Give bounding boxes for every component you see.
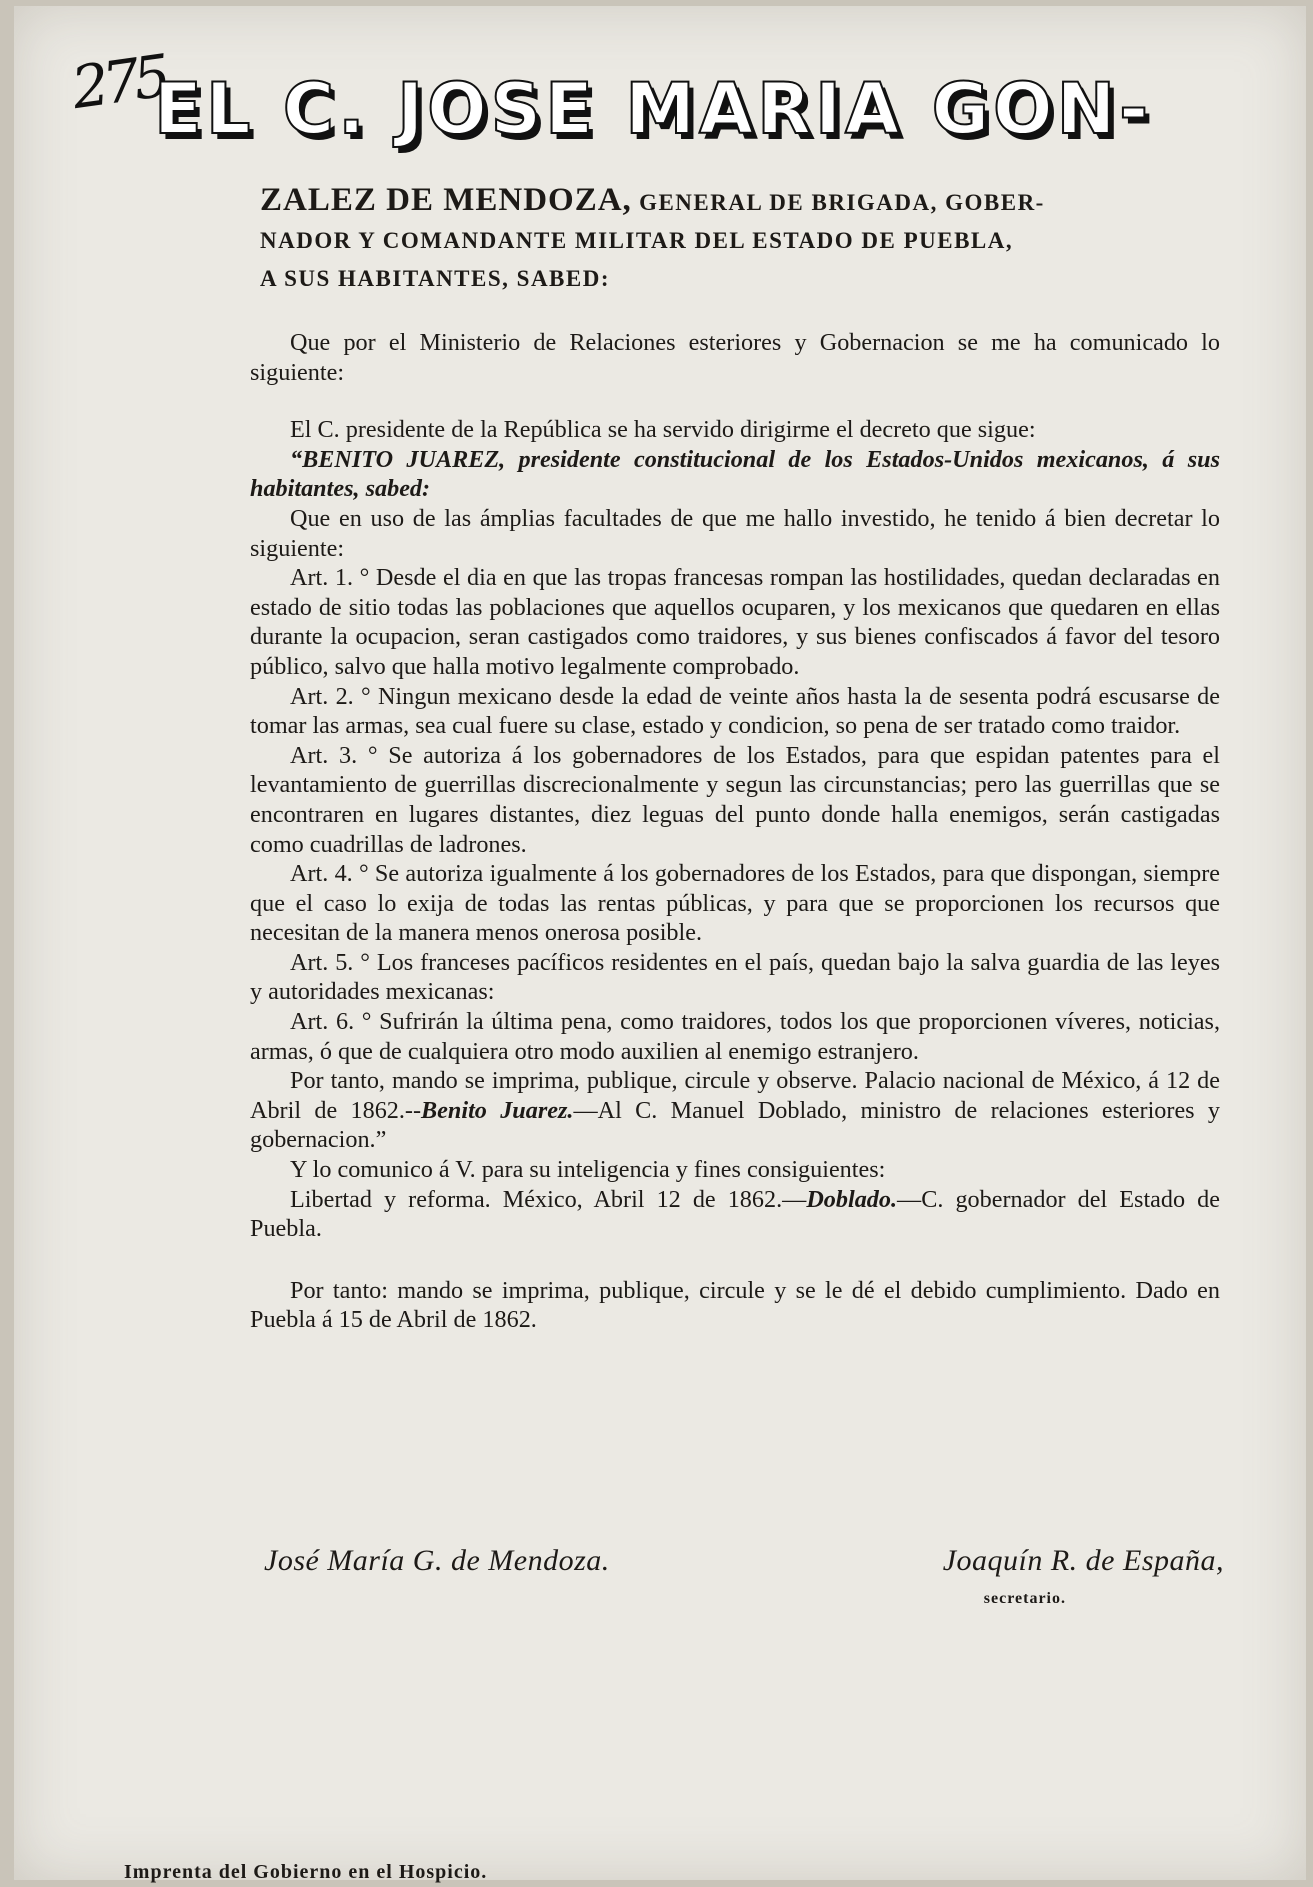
secretary-title: secretario.: [983, 1590, 1066, 1607]
headline: EL C. JOSE MARIA GON-: [154, 68, 1153, 150]
subhead-name: ZALEZ DE MENDOZA,: [260, 182, 632, 218]
doblado-signature: Doblado.: [806, 1185, 898, 1213]
handwritten-mark: 275: [67, 41, 169, 123]
governor-address: —C. gobernador del Estado de Puebla.: [250, 1185, 1220, 1243]
paragraph-decree: Que en uso de las ámplias facultades de que me hallo investido, he tenido á bien decretar lo siguiente:: [250, 504, 1220, 562]
article-4: Art. 4. ° Se autoriza igualmente á los gobernadores de los Estados, para que dispongan, siempre que el caso lo exija de todas las rentas públicas, y para que se proporcionen los recursos que necesitan de la manera menos onerosa posible.: [250, 860, 1220, 947]
paragraph-intro: Que por el Ministerio de Relaciones esteriores y Gobernacion se me ha comunicado lo siguiente:: [250, 329, 1220, 386]
signature-governor: José María G. de Mendoza.: [264, 1544, 610, 1577]
article-6: Art. 6. ° Sufrirán la última pena, como traidores, todos los que proporcionen víveres, noticias, armas, ó que de cualquiera otro modo auxilien al enemigo estranjero.: [250, 1008, 1220, 1065]
paragraph-palacio: [250, 1066, 1220, 1155]
paragraph-juarez: “BENITO JUAREZ, presidente constitucional de los Estados-Unidos mexicanos, á sus habitantes, sabed:: [250, 445, 1220, 503]
signature-secretary: Joaquín R. de España,: [942, 1544, 1224, 1577]
subhead-address: A SUS HABITANTES, SABED:: [260, 266, 611, 291]
subhead-office: NADOR Y COMANDANTE MILITAR DEL ESTADO DE PUEBLA,: [260, 228, 1014, 253]
palacio-text: Por tanto, mando se imprima, publique, circule y observe. Palacio nacional de México, á 12 de Abril de 1862.--: [250, 1067, 1220, 1124]
article-5: Art. 5. ° Los franceses pacíficos residentes en el país, quedan bajo la salva guardia de las leyes y autoridades mexicanas:: [250, 948, 1220, 1006]
subhead: [260, 181, 1240, 298]
article-3: Art. 3. ° Se autoriza á los gobernadores de los Estados, para que espidan patentes para el levantamiento de guerrillas discrecionalmente y segun las circunstancias; pero las guerrillas que se encontraren en lugares distantes, diez leguas del punto donde halla enemigos, serán castigadas como cuadrillas de ladrones.: [250, 741, 1220, 858]
decree-sheet: [14, 6, 1306, 1883]
paragraph-libertad: [250, 1185, 1220, 1244]
article-1: Art. 1. ° Desde el dia en que las tropas francesas rompan las hostilidades, quedan declaradas en estado de sitio todas las poblaciones que aquellos ocuparen, y los mexicanos que quedaren en ellas durante la ocupacion, seran castigados como traidores, y sus bienes confiscados á favor del tesoro público, salvo que halla motivo legalmente comprobado.: [250, 564, 1220, 680]
paragraph-president: El C. presidente de la República se ha servido dirigirme el decreto que sigue:: [290, 416, 1036, 444]
subhead-rank: GENERAL DE BRIGADA, GOBER-: [639, 190, 1045, 215]
paragraph-comunico: Y lo comunico á V. para su inteligencia y fines consiguientes:: [290, 1156, 886, 1184]
article-2: Art. 2. ° Ningun mexicano desde la edad de veinte años hasta la de sesenta podrá escusarse de tomar las armas, sea cual fuere su clase, estado y condicion, so pena de ser tratado como traidor.: [250, 682, 1220, 740]
decree-body: [250, 328, 1220, 1335]
doblado-address: —Al C. Manuel Doblado, ministro de relaciones esteriores y gobernacion.”: [250, 1096, 1220, 1154]
paragraph-closing: Por tanto: mando se imprima, publique, circule y se le dé el debido cumplimiento. Dado en Puebla á 15 de Abril de 1862.: [250, 1276, 1220, 1334]
juarez-signature: Benito Juarez.: [421, 1096, 574, 1124]
libertad-text: Libertad y reforma. México, Abril 12 de 1862.—: [290, 1185, 807, 1213]
printer-imprint: Imprenta del Gobierno en el Hospicio.: [124, 1861, 488, 1883]
signatures: [264, 1544, 1224, 1624]
